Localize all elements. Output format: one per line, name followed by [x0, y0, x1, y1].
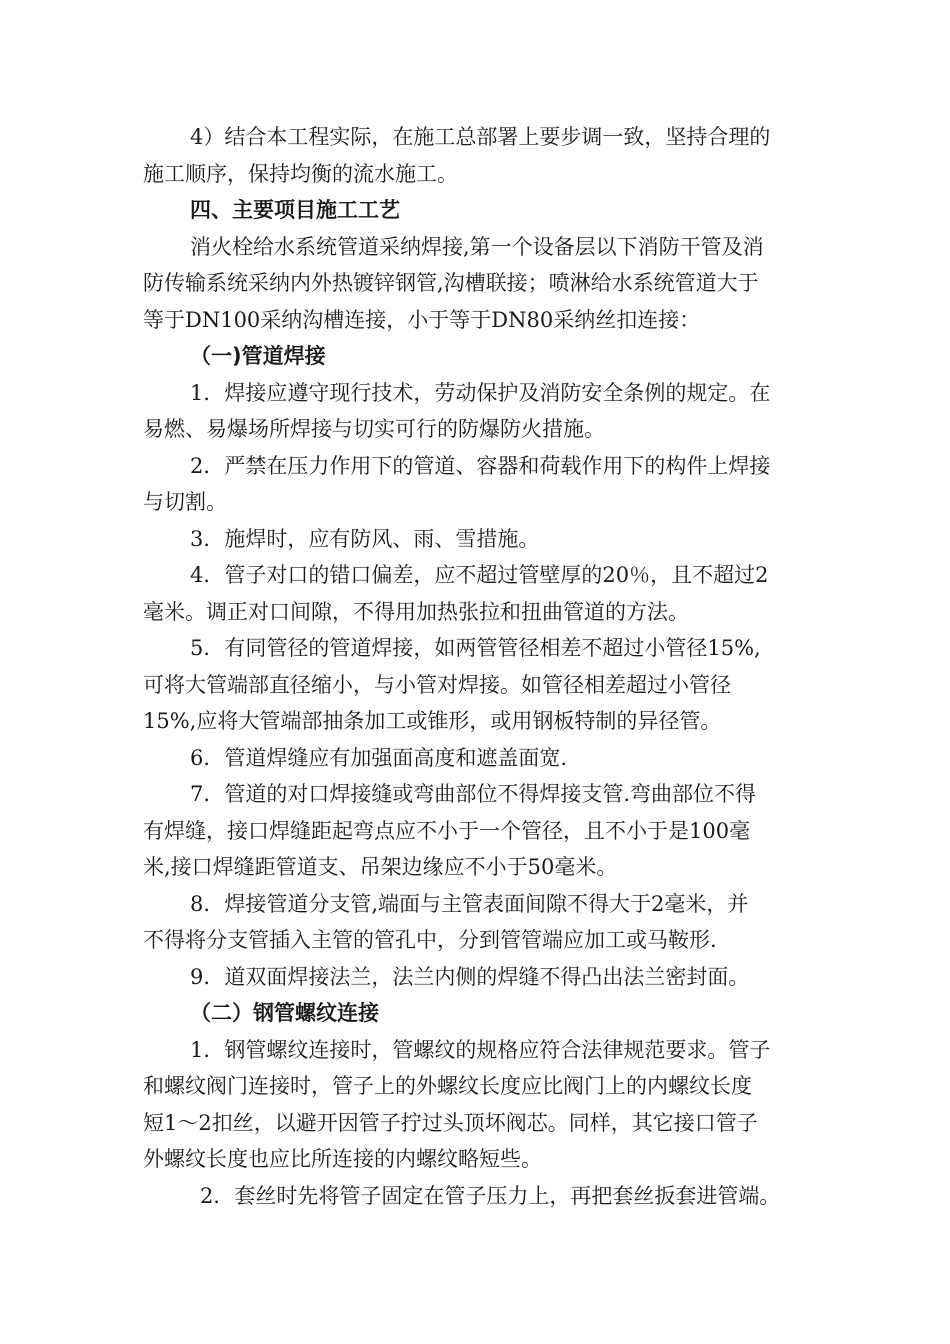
- text-line: 4．管子对口的错口偏差，应不超过管壁厚的20％，且不超过2: [190, 563, 769, 587]
- text-line: 不得将分支管插入主管的管孔中，分到管管端应加工或马鞍形.: [143, 928, 717, 952]
- text-line: 2．套丝时先将管子固定在管子压力上，再把套丝扳套进管端。: [200, 1183, 781, 1208]
- text-line: 8．焊接管道分支管,端面与主管表面间隙不得大于2毫米，并: [190, 891, 749, 916]
- text-line: 毫米。调正对口间隙，不得用加热张拉和扭曲管道的方法。: [143, 599, 689, 624]
- text-line: 与切割。: [143, 490, 227, 514]
- text-line: 外螺纹长度也应比所连接的内螺纹略短些。: [143, 1147, 542, 1171]
- text-line: 15%,应将大管端部抽条加工或锥形，或用钢板特制的异径管。: [143, 709, 722, 733]
- section-heading: 四、主要项目施工工艺: [190, 198, 400, 222]
- text-line: 2．严禁在压力作用下的管道、容器和荷载作用下的构件上焊接: [190, 453, 771, 478]
- text-line: 短1～2扣丝，以避开因管子拧过头顶坏阀芯。同样，其它接口管子: [143, 1110, 758, 1135]
- text-line: 7．管道的对口焊接缝或弯曲部位不得焊接支管.弯曲部位不得: [190, 782, 757, 806]
- text-line: 有焊缝，接口焊缝距起弯点应不小于一个管径，且不小于是100毫: [143, 818, 751, 843]
- text-line: 施工顺序，保持均衡的流水施工。: [143, 161, 458, 186]
- text-line: 6．管道焊缝应有加强面高度和遮盖面宽.: [190, 745, 568, 770]
- text-line: 消火栓给水系统管道采纳焊接,第一个设备层以下消防干管及消: [190, 234, 764, 259]
- text-line: 可将大管端部直径缩小，与小管对焊接。如管径相差超过小管径: [143, 672, 731, 697]
- text-line: 1．焊接应遵守现行技术，劳动保护及消防安全条例的规定。在: [190, 380, 771, 405]
- document-page: [143, 119, 811, 1214]
- text-line: 防传输系统采纳内外热镀锌钢管,沟槽联接；喷淋给水系统管道大于: [143, 271, 759, 295]
- text-line: 1．钢管螺纹连接时，管螺纹的规格应符合法律规范要求。管子: [190, 1037, 771, 1062]
- text-line: 米,接口焊缝距管道支、吊架边缘应不小于50毫米。: [143, 855, 618, 879]
- text-line: 4）结合本工程实际，在施工总部署上要步调一致，坚持合理的: [190, 125, 771, 149]
- text-line: 和螺纹阀门连接时，管子上的外螺纹长度应比阀门上的内螺纹长度: [143, 1074, 752, 1098]
- text-line: 3．施焊时，应有防风、雨、雪措施。: [190, 526, 540, 551]
- subsection-heading: （一)管道焊接: [190, 344, 326, 368]
- text-line: 9．道双面焊接法兰，法兰内侧的焊缝不得凸出法兰密封面。: [190, 964, 750, 989]
- text-line: 5．有同管径的管道焊接，如两管管径相差不超过小管径15%,: [190, 636, 761, 660]
- text-line: 等于DN100采纳沟槽连接，小于等于DN80采纳丝扣连接：: [143, 307, 701, 332]
- text-line: 易燃、易爆场所焊接与切实可行的防爆防火措施。: [143, 417, 605, 441]
- subsection-heading: （二）钢管螺纹连接: [190, 1001, 379, 1025]
